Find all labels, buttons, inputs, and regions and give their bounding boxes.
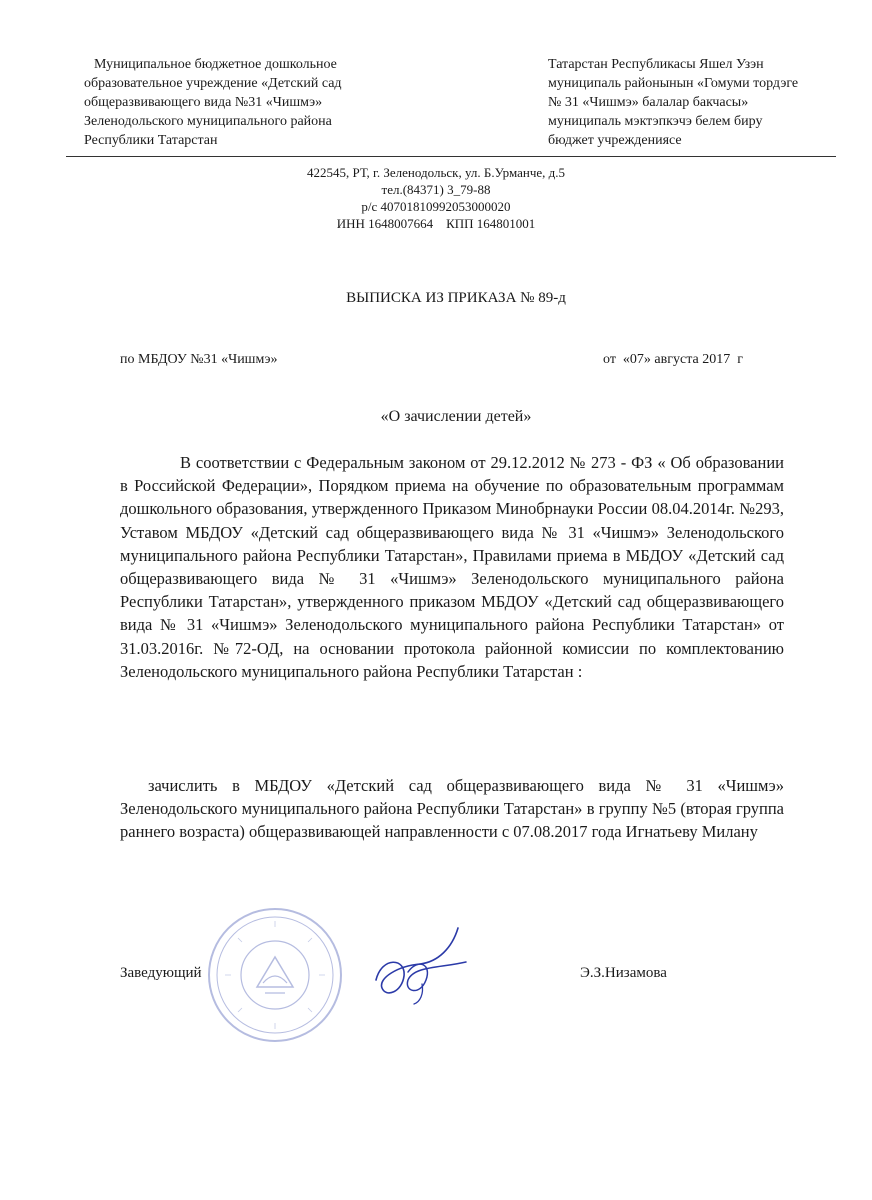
header-left-line: общеразвивающего вида №31 «Чишмэ» <box>84 95 323 110</box>
official-stamp-icon <box>205 905 345 1045</box>
tax-id-line: ИНН 1648007664 КПП 164801001 <box>336 216 536 231</box>
header-left-line: Республики Татарстан <box>84 133 218 148</box>
document-title: ВЫПИСКА ИЗ ПРИКАЗА № 89-д <box>346 290 566 306</box>
document-subject: «О зачислении детей» <box>380 408 532 425</box>
header-left-org-name <box>84 55 414 150</box>
document-paragraph-basis: В соответствии с Федеральным законом от 29.12.2012 № 273 - ФЗ « Об образовании в Российской Федерации», Порядком приема на обучение по образовательным программам дошкольного образования, утвержденного Приказом Минобрнауки России 08.04.2014г. №293, Уставом МБДОУ «Детский сад общеразвивающего вида № 31 «Чишмэ» Зеленодольского муниципального района Республики Татарстан», Правилами приема в МБДОУ «Детский сад общеразвивающего вида № 31 «Чишмэ» Зеленодольского муниципального района Республики Татарстан», утвержденного приказом МБДОУ «Детский сад общеразвивающего вида № 31 «Чишмэ» Зеленодольского муниципального района Республики Татарстан» от 31.03.2016г. №72-ОД, на основании протокола районной комиссии по комплектованию Зеленодольского муниципального района Республики Татарстан : <box>120 453 784 681</box>
header-right-line: муниципаль мэктэпкэчэ белем биру <box>548 114 763 129</box>
document-org: по МБДОУ №31 «Чишмэ» <box>120 352 278 367</box>
header-right-line: муниципаль районынын «Гомуми тордэге <box>548 76 799 91</box>
header-right-line: № 31 «Чишмэ» балалар бакчасы» <box>548 95 749 110</box>
address-line: 422545, РТ, г. Зеленодольск, ул. Б.Урманче, д.5 <box>307 165 565 180</box>
header-right-line: бюджет учреждениясе <box>548 133 682 148</box>
header-divider <box>66 156 836 157</box>
signatory-name: Э.З.Низамова <box>580 965 667 981</box>
header-left-line: образовательное учреждение «Детский сад <box>84 76 342 91</box>
header-right-org-name <box>548 55 848 150</box>
address-block <box>0 164 872 232</box>
header-right-line: Татарстан Республикасы Яшел Узэн <box>548 57 764 72</box>
document-date: от «07» августа 2017 г <box>603 352 743 367</box>
account-line: р/с 40701810992053000020 <box>361 199 511 214</box>
header-left-line: Муниципальное бюджетное дошкольное <box>94 57 337 72</box>
header-left-line: Зеленодольского муниципального района <box>84 114 332 129</box>
phone-line: тел.(84371) 3_79-88 <box>381 182 491 197</box>
document-paragraph-order: зачислить в МБДОУ «Детский сад общеразвивающего вида № 31 «Чишмэ» Зеленодольского муниципального района Республики Татарстан» в группу №5 (вторая группа раннего возраста) общеразвивающей направленности с 07.08.2017 года Игнатьеву Милану <box>120 776 784 842</box>
handwritten-signature-icon <box>368 918 478 1008</box>
signatory-role: Заведующий <box>120 965 202 981</box>
